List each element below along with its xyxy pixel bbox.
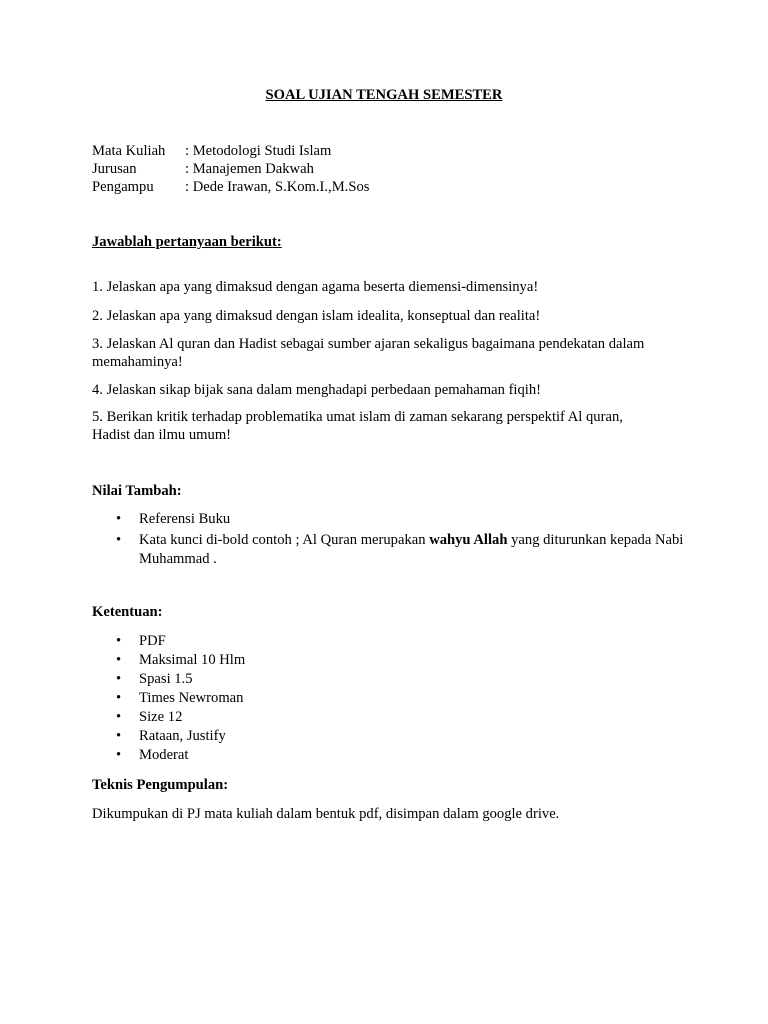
bullet-icon: •	[116, 709, 122, 725]
bonus-item-text: yang diturunkan kepada Nabi Muhammad .	[139, 532, 684, 567]
list-item	[92, 689, 245, 708]
list-item	[92, 670, 245, 689]
instruction-heading: Jawablah pertanyaan berikut:	[92, 234, 282, 250]
bullet-icon: •	[116, 747, 122, 763]
bullet-icon: •	[116, 690, 122, 706]
bullet-icon: •	[116, 532, 122, 548]
course-info-value: : Dede Irawan, S.Kom.I.,M.Sos	[185, 179, 370, 195]
course-info-row-lecturer	[92, 178, 369, 196]
rule-item-text: PDF	[139, 633, 166, 649]
list-item	[92, 531, 699, 569]
document-title: SOAL UJIAN TENGAH SEMESTER	[265, 87, 503, 103]
question-item: 5. Berikan kritik terhadap problematika umat islam di zaman sekarang perspektif Al quran, Hadist dan ilmu umum!	[92, 409, 623, 443]
rule-item-text: Size 12	[139, 709, 183, 725]
bonus-item-keyword: wahyu Allah	[429, 532, 508, 548]
course-info-value: : Manajemen Dakwah	[185, 161, 314, 177]
list-item	[92, 510, 699, 529]
rule-item-text: Rataan, Justify	[139, 728, 226, 744]
rule-item-text: Spasi 1.5	[139, 671, 193, 687]
rule-item-text: Moderat	[139, 747, 189, 763]
course-info-key: Mata Kuliah	[92, 143, 166, 159]
rule-item-text: Maksimal 10 Hlm	[139, 652, 246, 668]
question-item: 1. Jelaskan apa yang dimaksud dengan agama beserta diemensi-dimensinya!	[92, 279, 539, 295]
list-item	[92, 632, 245, 651]
rules-heading: Ketentuan:	[92, 604, 163, 620]
course-info-row-department	[92, 160, 369, 178]
submission-heading: Teknis Pengumpulan:	[92, 777, 229, 793]
bullet-icon: •	[116, 728, 122, 744]
question-item: 4. Jelaskan sikap bijak sana dalam menghadapi perbedaan pemahaman fiqih!	[92, 382, 542, 398]
course-info-row-subject	[92, 142, 369, 160]
bullet-icon: •	[116, 633, 122, 649]
bonus-heading: Nilai Tambah:	[92, 483, 182, 499]
question-item: 2. Jelaskan apa yang dimaksud dengan islam idealita, konseptual dan realita!	[92, 308, 541, 324]
submission-text: Dikumpukan di PJ mata kuliah dalam bentuk pdf, disimpan dalam google drive.	[92, 806, 560, 822]
question-item: 3. Jelaskan Al quran dan Hadist sebagai sumber ajaran sekaligus bagaimana pendekatan dalam memahaminya!	[92, 336, 645, 370]
course-info-key: Jurusan	[92, 161, 137, 177]
bonus-item-text: Referensi Buku	[139, 511, 231, 527]
course-info-key: Pengampu	[92, 179, 154, 195]
course-info	[92, 142, 369, 196]
list-item	[92, 727, 245, 746]
list-item	[92, 708, 245, 727]
bullet-icon: •	[116, 671, 122, 687]
list-item	[92, 651, 245, 670]
rules-list	[92, 632, 245, 765]
course-info-value: : Metodologi Studi Islam	[185, 143, 332, 159]
bonus-list	[92, 510, 699, 571]
bullet-icon: •	[116, 511, 122, 527]
bullet-icon: •	[116, 652, 122, 668]
list-item	[92, 746, 245, 765]
bonus-item-text: Kata kunci di-bold contoh ; Al Quran merupakan	[139, 532, 430, 548]
rule-item-text: Times Newroman	[139, 690, 244, 706]
